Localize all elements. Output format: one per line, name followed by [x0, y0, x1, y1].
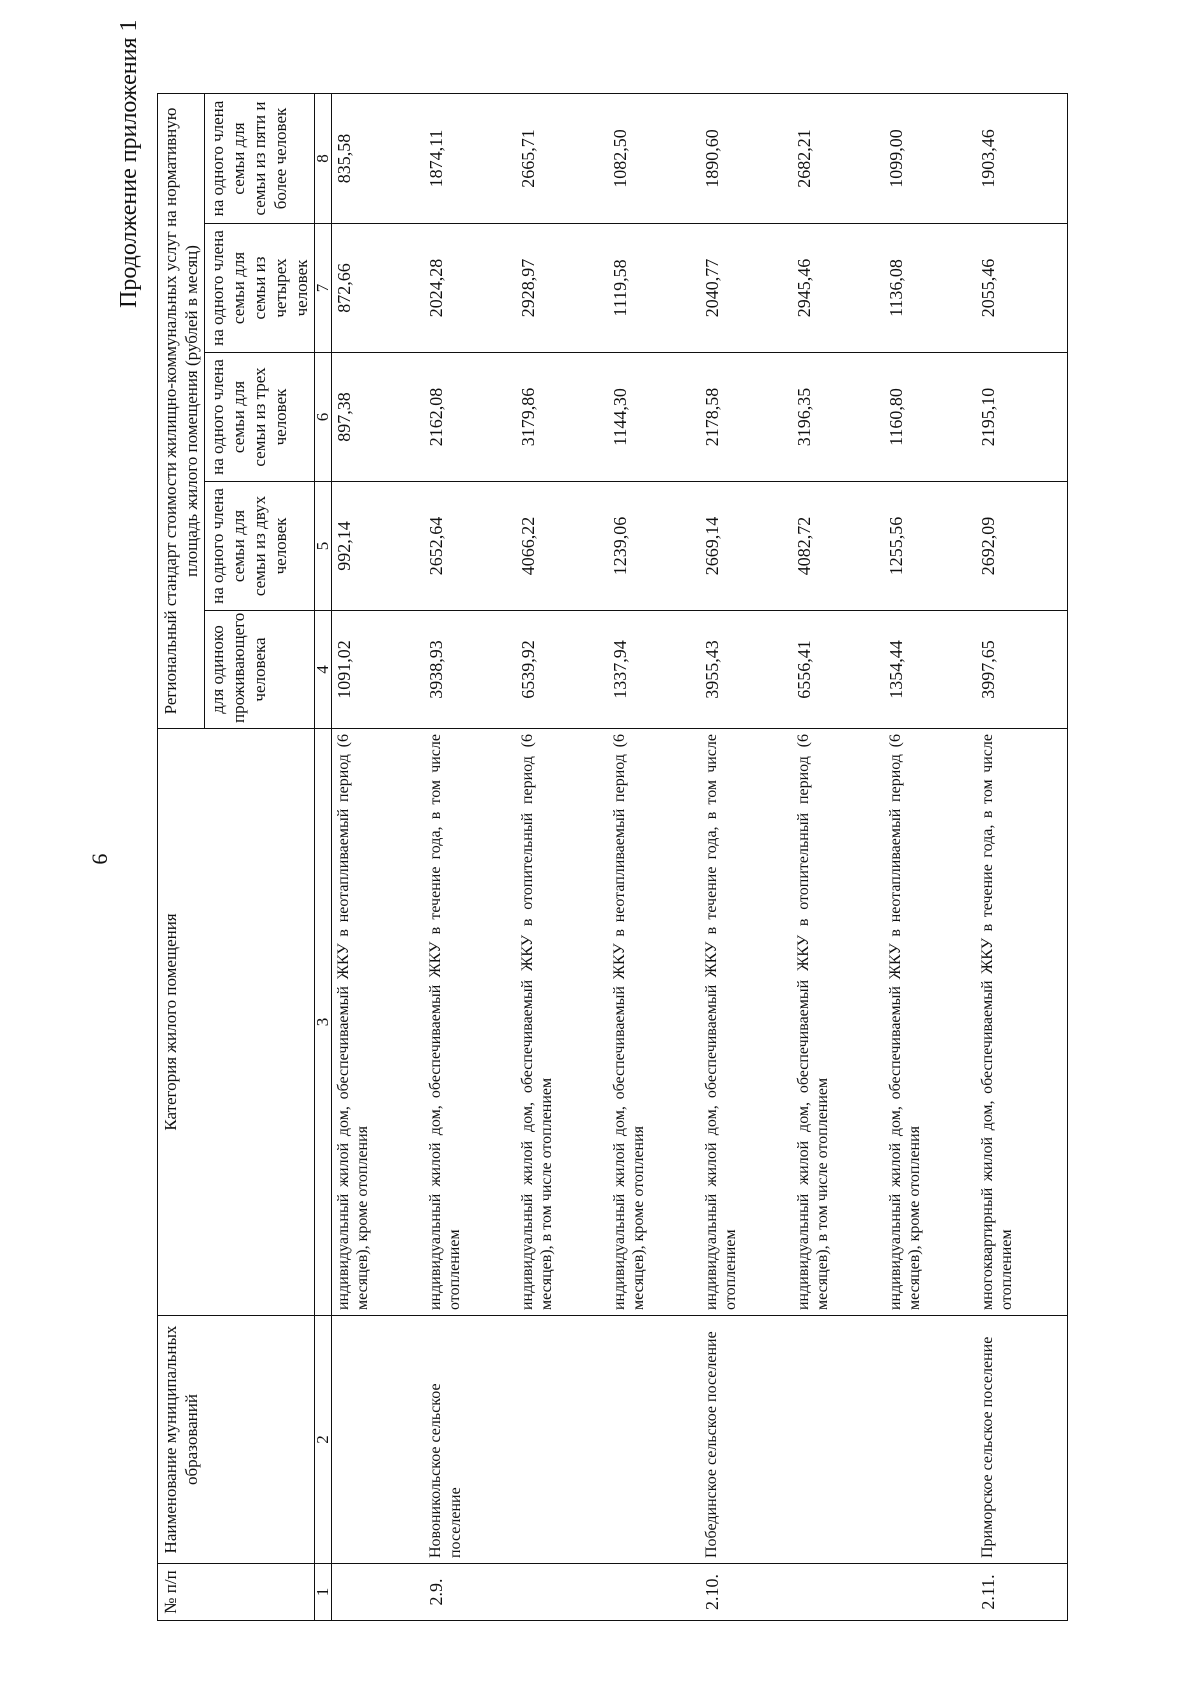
- value-five-plus: 1890,60: [700, 94, 792, 224]
- header-three: на одного члена семьи для семьи из трех человек: [205, 353, 315, 482]
- row-municipality: Приморское сельское поселение: [976, 1316, 1068, 1564]
- value-two: 2652,64: [424, 482, 516, 611]
- column-number: 6: [315, 353, 332, 482]
- page-number: 9: [87, 853, 113, 865]
- value-single: 1091,02: [332, 611, 424, 729]
- row-num: 2.9.: [424, 1564, 516, 1621]
- column-number: 3: [315, 729, 332, 1316]
- value-two: 2692,09: [976, 482, 1068, 611]
- row-num: 2.11.: [976, 1564, 1068, 1621]
- value-five-plus: 2665,71: [516, 94, 608, 224]
- column-number: 8: [315, 94, 332, 224]
- header-four: на одного члена семьи для семьи из четырех человек: [205, 224, 315, 353]
- value-four: 2928,97: [516, 224, 608, 353]
- header-municipality: Наименование муниципальных образований: [158, 1316, 315, 1564]
- value-five-plus: 1874,11: [424, 94, 516, 224]
- row-num: [516, 1564, 608, 1621]
- value-four: 872,66: [332, 224, 424, 353]
- value-five-plus: 1082,50: [608, 94, 700, 224]
- value-five-plus: 2682,21: [792, 94, 884, 224]
- table-row: [884, 94, 976, 1621]
- row-municipality: [332, 1316, 424, 1564]
- row-num: [608, 1564, 700, 1621]
- row-category: индивидуальный жилой дом, обеспечиваемый ЖКУ в течение года, в том числе отоплением: [424, 729, 516, 1316]
- table-row: [976, 94, 1068, 1621]
- value-four: 2945,46: [792, 224, 884, 353]
- value-three: 3179,86: [516, 353, 608, 482]
- row-municipality: [516, 1316, 608, 1564]
- table-row: [792, 94, 884, 1621]
- column-number: 1: [315, 1564, 332, 1621]
- value-three: 1160,80: [884, 353, 976, 482]
- value-three: 2162,08: [424, 353, 516, 482]
- table-row: [608, 94, 700, 1621]
- column-number-row: [315, 94, 332, 1621]
- cost-standard-table: [157, 93, 1068, 1621]
- continuation-label: Продолжение приложения 1: [116, 19, 142, 308]
- row-municipality: [608, 1316, 700, 1564]
- value-four: 2040,77: [700, 224, 792, 353]
- row-num: 2.10.: [700, 1564, 792, 1621]
- row-municipality: Побединское сельское поселение: [700, 1316, 792, 1564]
- row-category: индивидуальный жилой дом, обеспечиваемый ЖКУ в неотапливаемый период (6 месяцев), кроме отопления: [608, 729, 700, 1316]
- value-two: 4082,72: [792, 482, 884, 611]
- value-two: 1239,06: [608, 482, 700, 611]
- header-single: для одиноко проживающего человека: [205, 611, 315, 729]
- row-category: индивидуальный жилой дом, обеспечиваемый ЖКУ в отопительный период (6 месяцев), в том числе отоплением: [792, 729, 884, 1316]
- value-four: 2055,46: [976, 224, 1068, 353]
- row-category: индивидуальный жилой дом, обеспечиваемый ЖКУ в неотапливаемый период (6 месяцев), кроме отопления: [332, 729, 424, 1316]
- value-three: 1144,30: [608, 353, 700, 482]
- value-single: 1354,44: [884, 611, 976, 729]
- header-two: на одного члена семьи для семьи из двух человек: [205, 482, 315, 611]
- column-number: 2: [315, 1316, 332, 1564]
- value-single: 1337,94: [608, 611, 700, 729]
- value-single: 6556,41: [792, 611, 884, 729]
- value-five-plus: 835,58: [332, 94, 424, 224]
- header-num: № п/п: [158, 1564, 315, 1621]
- value-five-plus: 1903,46: [976, 94, 1068, 224]
- column-number: 4: [315, 611, 332, 729]
- header-standard: Региональный стандарт стоимости жилищно-коммунальных услуг на нормативную площадь жилого помещения (рублей в месяц): [158, 94, 205, 729]
- header-five-plus: на одного члена семьи для семьи из пяти и более человек: [205, 94, 315, 224]
- value-single: 3938,93: [424, 611, 516, 729]
- row-category: многоквартирный жилой дом, обеспечиваемый ЖКУ в течение года, в том числе отоплением: [976, 729, 1068, 1316]
- value-single: 3955,43: [700, 611, 792, 729]
- value-three: 897,38: [332, 353, 424, 482]
- value-four: 2024,28: [424, 224, 516, 353]
- value-four: 1119,58: [608, 224, 700, 353]
- value-four: 1136,08: [884, 224, 976, 353]
- value-three: 2195,10: [976, 353, 1068, 482]
- row-municipality: Новоникольское сельское поселение: [424, 1316, 516, 1564]
- table-header: [158, 94, 332, 1621]
- row-category: индивидуальный жилой дом, обеспечиваемый ЖКУ в отопительный период (6 месяцев), в том числе отоплением: [516, 729, 608, 1316]
- table-row: [424, 94, 516, 1621]
- row-municipality: [884, 1316, 976, 1564]
- row-municipality: [792, 1316, 884, 1564]
- row-num: [792, 1564, 884, 1621]
- value-single: 6539,92: [516, 611, 608, 729]
- column-number: 7: [315, 224, 332, 353]
- value-single: 3997,65: [976, 611, 1068, 729]
- value-two: 992,14: [332, 482, 424, 611]
- value-two: 1255,56: [884, 482, 976, 611]
- table-row: [516, 94, 608, 1621]
- value-three: 2178,58: [700, 353, 792, 482]
- row-category: индивидуальный жилой дом, обеспечиваемый ЖКУ в течение года, в том числе отоплением: [700, 729, 792, 1316]
- header-category: Категория жилого помещения: [158, 729, 315, 1316]
- row-category: индивидуальный жилой дом, обеспечиваемый ЖКУ в неотапливаемый период (6 месяцев), кроме отопления: [884, 729, 976, 1316]
- value-two: 2669,14: [700, 482, 792, 611]
- row-num: [884, 1564, 976, 1621]
- value-five-plus: 1099,00: [884, 94, 976, 224]
- value-two: 4066,22: [516, 482, 608, 611]
- table-row: [700, 94, 792, 1621]
- table-row: [332, 94, 424, 1621]
- column-number: 5: [315, 482, 332, 611]
- value-three: 3196,35: [792, 353, 884, 482]
- row-num: [332, 1564, 424, 1621]
